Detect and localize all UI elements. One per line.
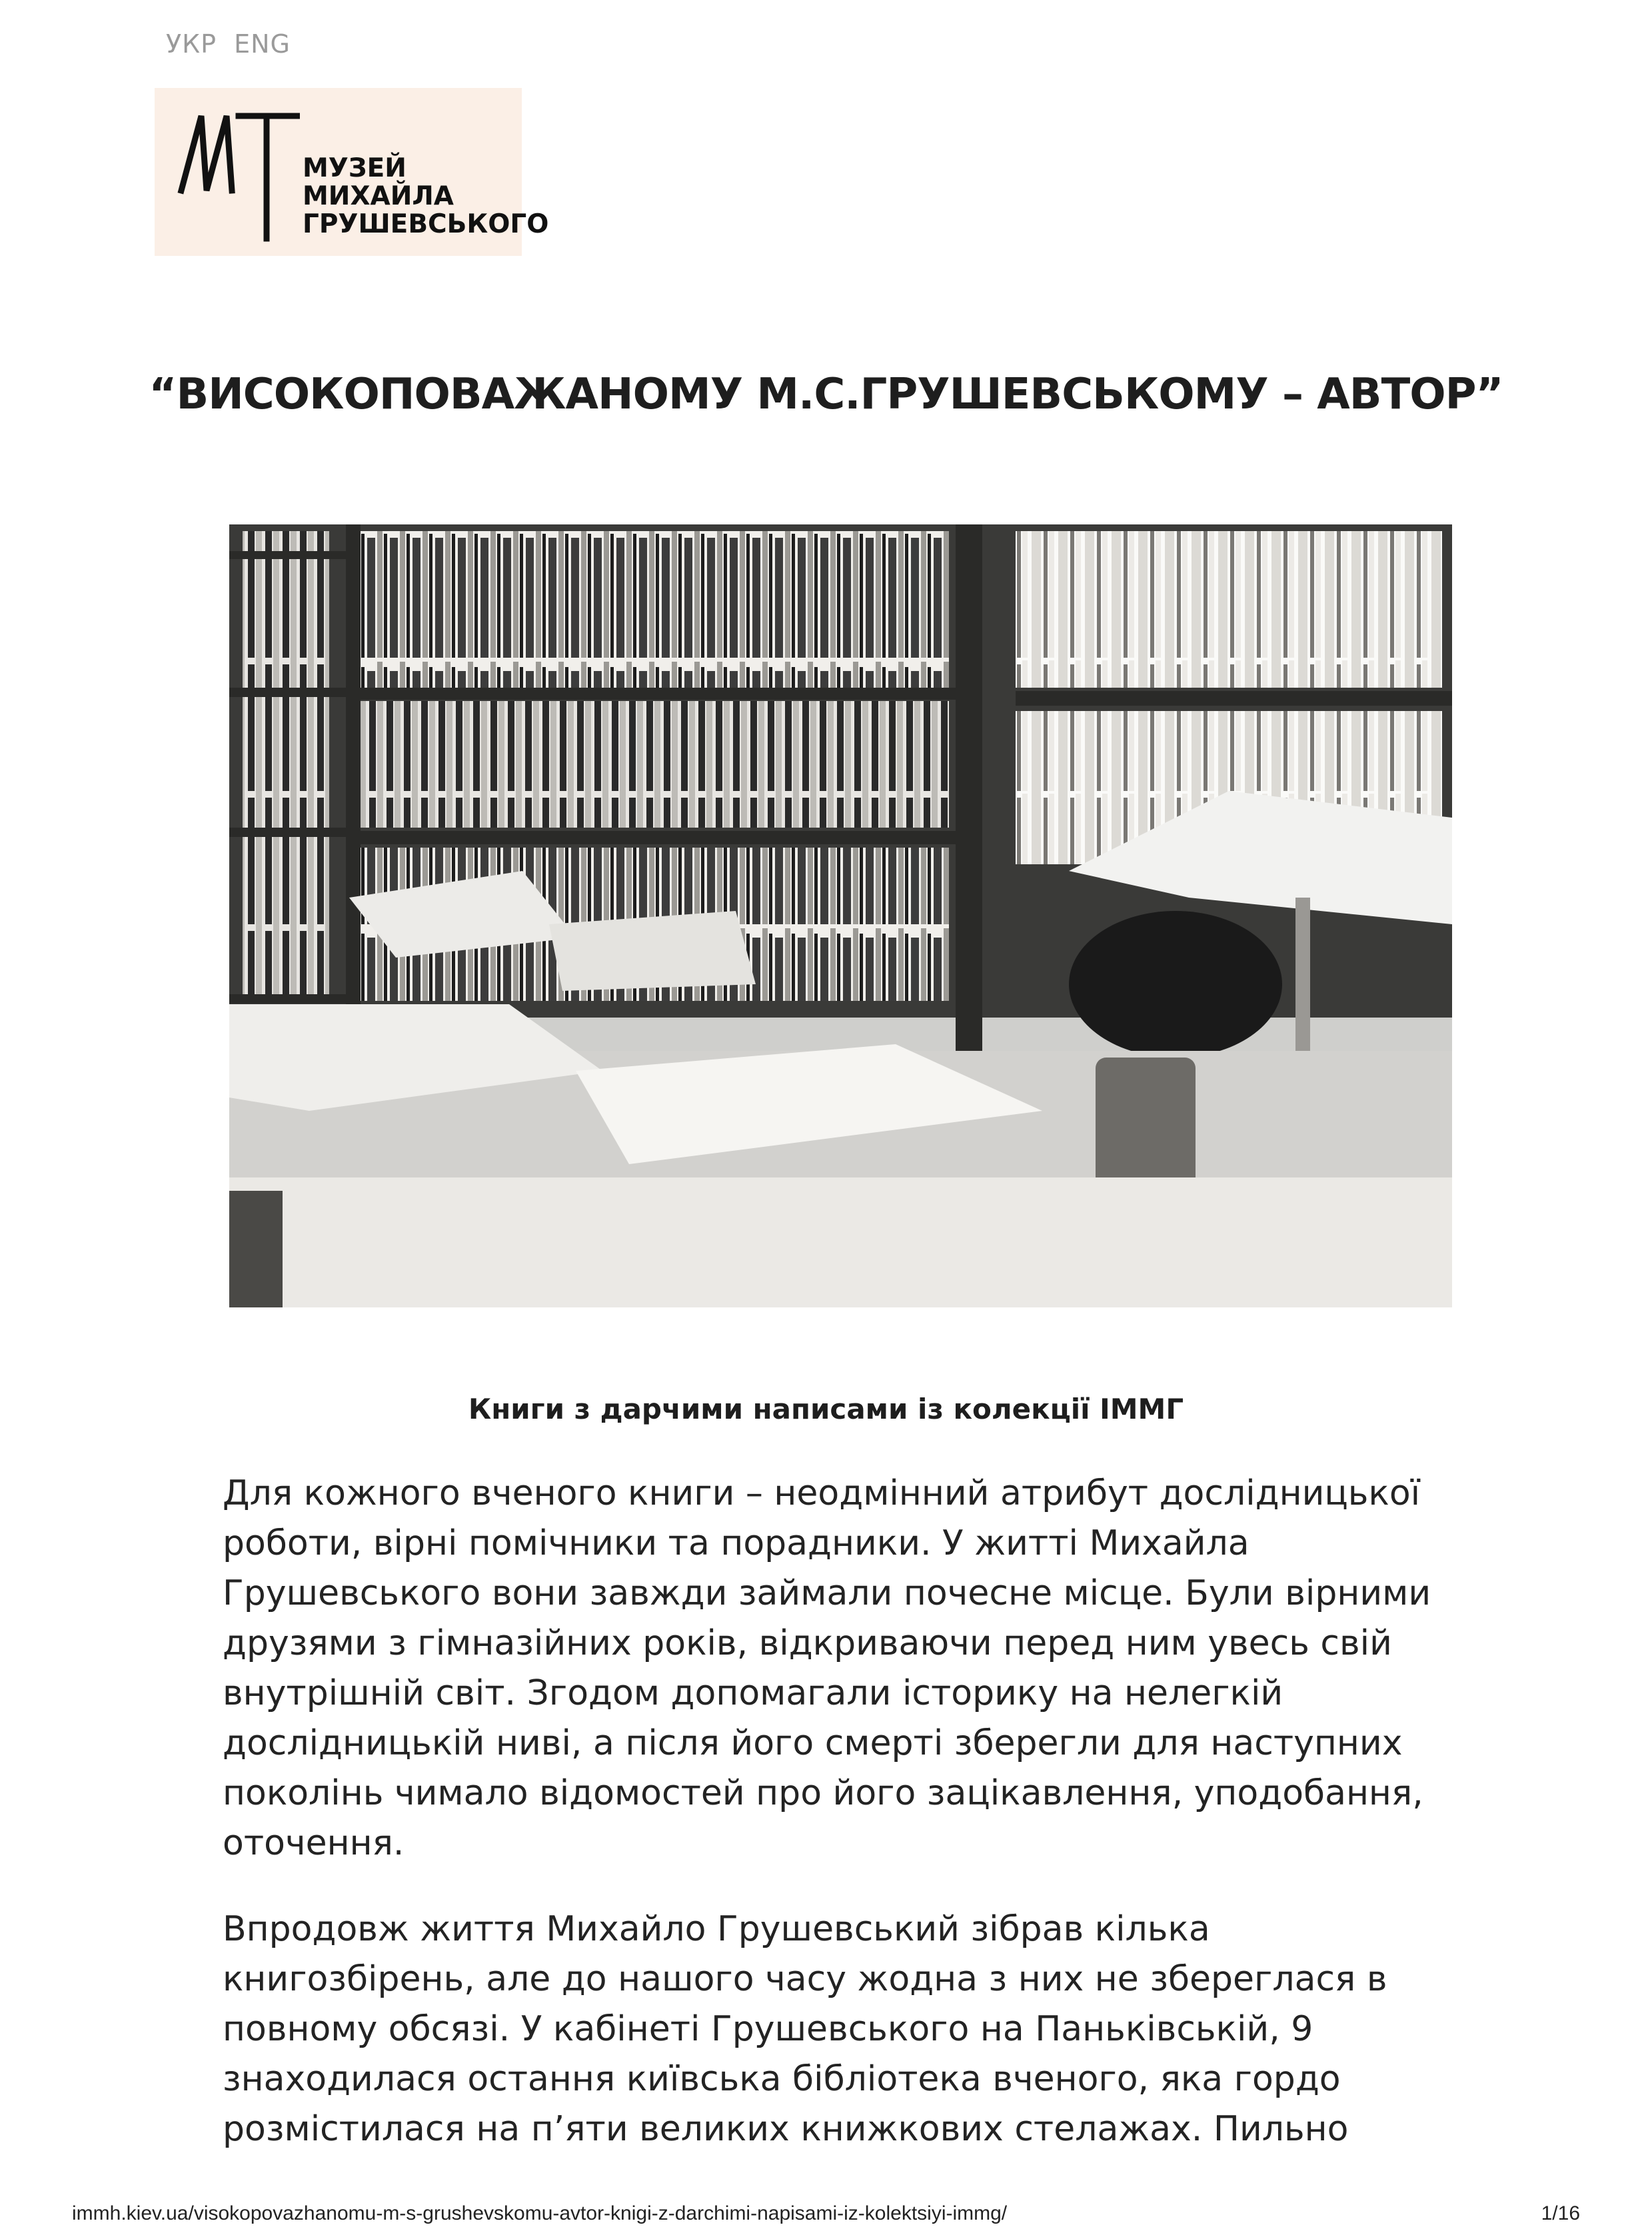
footer-url: immh.kiev.ua/visokopovazhanomu-m-s-grushevskomu-avtor-knigi-z-darchimi-napisami-iz-kolektsiyi-immg/: [72, 2202, 1008, 2224]
article-paragraph-1: Для кожного вченого книги – неодмінний атрибут дослідницької роботи, вірні помічники та порадники. У житті Михайла Грушевського вони завжди займали почесне місце. Були вірними друзями з гімназійних років, відкриваючи перед ним увесь свій внутрішній світ. Згодом допомагали історику на нелегкій дослідницькій ниві, а після його смерті зберегли для наступних поколінь чимало відомостей про його зацікавлення, уподобання, оточення.: [223, 1473, 1431, 1863]
museum-logo[interactable]: [155, 88, 549, 256]
page-title: “ВИСОКОПОВАЖАНОМУ М.С.ГРУШЕВСЬКОМУ – АВТОР”: [149, 370, 1503, 419]
logo-text: МУЗЕЙ МИХАЙЛА ГРУШЕВСЬКОГО: [303, 153, 549, 239]
language-switcher: [166, 29, 308, 59]
lang-eng-link[interactable]: ENG: [234, 29, 291, 59]
page-number: 1/16: [1541, 2202, 1580, 2224]
logo-monogram-icon: [167, 97, 300, 244]
article-paragraph-2: Впродовж життя Михайло Грушевський зібрав кілька книгозбірень, але до нашого часу жодна з них не збереглася в повному обсязі. У кабінеті Грушевського на Паньківській, 9 знаходилася остання київська бібліотека вченого, яка гордо розмістилася на п’яти великих книжкових стелажах. Пильно: [223, 1909, 1387, 2149]
study-photo: [229, 524, 1452, 1307]
photo-caption: Книги з дарчими написами із колекції ІММГ: [468, 1393, 1184, 1425]
lang-ukr-link[interactable]: УКР: [166, 29, 217, 59]
